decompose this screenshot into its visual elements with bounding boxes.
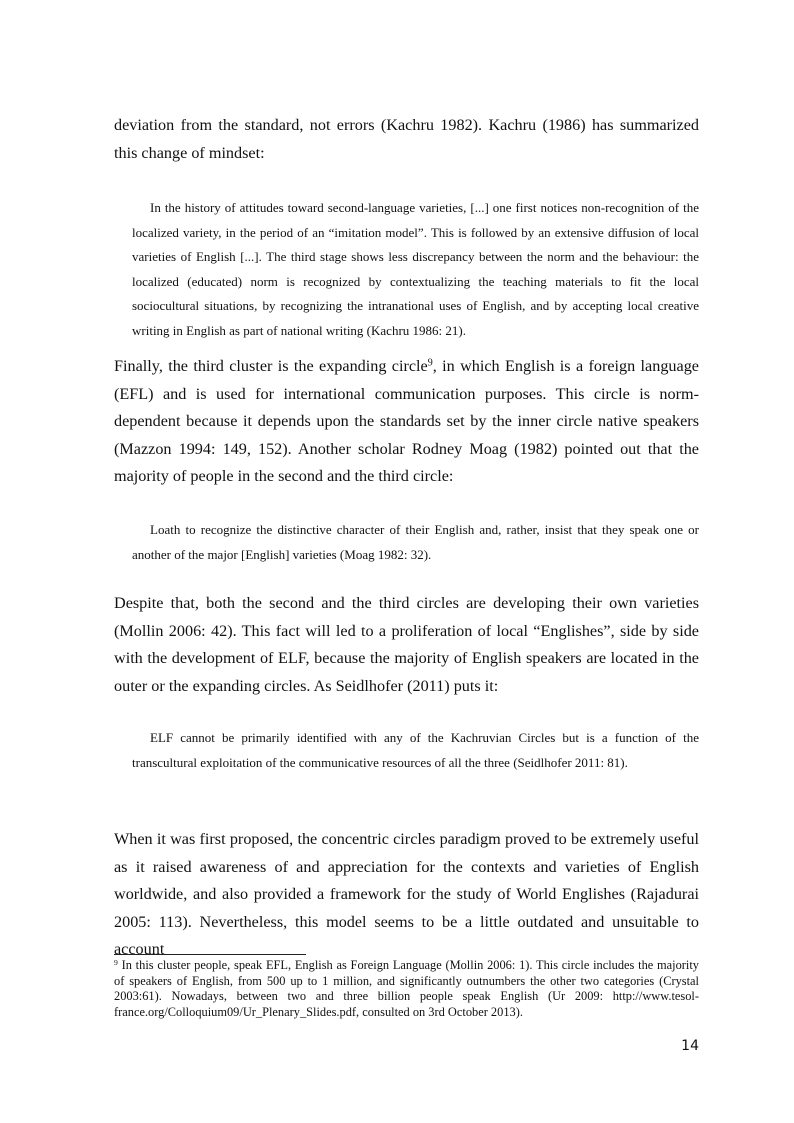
paragraph-expanding-circle-start: Finally, the third cluster is the expanding circle	[114, 357, 428, 375]
paragraph-expanding-circle	[114, 353, 699, 491]
footnote-marker: 9	[114, 957, 118, 967]
footnote	[114, 958, 699, 1020]
footnote-text: In this cluster people, speak EFL, English as Foreign Language (Mollin 2006: 1). This circle includes the majority of speakers of English, from 500 up to 1 million, and significantly outnumbers the other two categories (Crystal 2003:61). Nowadays, between two and three billion people speak English (Ur 2009: http://www.tesol-france.org/Colloquium09/Ur_Plenary_Slides.pdf, consulted on 3rd October 2013).	[114, 958, 699, 1019]
paragraph-kachru-mindset: deviation from the standard, not errors (Kachru 1982). Kachru (1986) has summarized this change of mindset:	[114, 116, 699, 162]
block-quote-moag: Loath to recognize the distinctive character of their English and, rather, insist that they speak one or another of the major [English] varieties (Moag 1982: 32).	[132, 522, 699, 562]
paragraph-varieties: Despite that, both the second and the third circles are developing their own varieties (Mollin 2006: 42). This fact will led to a proliferation of local “Englishes”, side by side with the development of ELF, because the majority of English speakers are located in the outer or the expanding circles. As Seidlhofer (2011) puts it:	[114, 594, 699, 695]
paragraph-concentric-circles: When it was first proposed, the concentric circles paradigm proved to be extremely useful as it raised awareness of and appreciation for the contexts and varieties of English worldwide, and also provided a framework for the study of World Englishes (Rajadurai 2005: 113). Nevertheless, this model seems to be a little outdated and unsuitable to account	[114, 830, 699, 959]
footnote-divider	[114, 954, 306, 955]
paragraph-expanding-circle-rest: , in which English is a foreign language (EFL) and is used for international communication purposes. This circle is norm-dependent because it depends upon the standards set by the inner circle native speakers (Mazzon 1994: 149, 152). Another scholar Rodney Moag (1982) pointed out that the majority of people in the second and the third circle:	[114, 357, 699, 486]
footnote-reference[interactable]: 9	[427, 357, 433, 369]
block-quote-seidlhofer: ELF cannot be primarily identified with any of the Kachruvian Circles but is a function of the transcultural exploitation of the communicative resources of all the three (Seidlhofer 2011: 81).	[132, 730, 699, 770]
page-number: 14	[681, 1038, 699, 1054]
block-quote-kachru: In the history of attitudes toward second-language varieties, [...] one first notices non-recognition of the localized variety, in the period of an “imitation model”. This is followed by an extensive diffusion of local varieties of English [...]. The third stage shows less discrepancy between the norm and the behaviour: the localized (educated) norm is recognized by contextualizing the teaching materials to fit the local sociocultural situations, by recognizing the intranational uses of English, and by accepting local creative writing in English as part of national writing (Kachru 1986: 21).	[132, 200, 699, 338]
